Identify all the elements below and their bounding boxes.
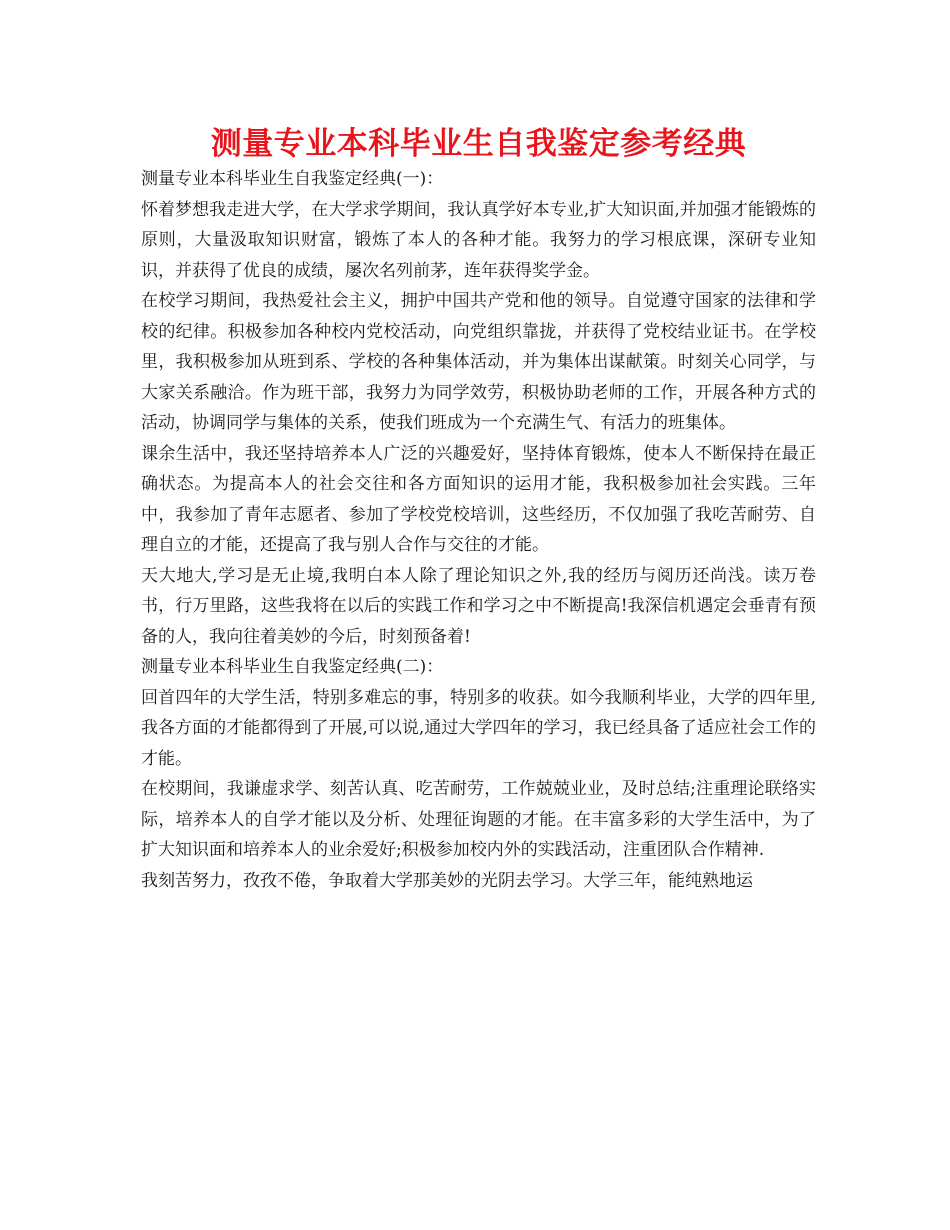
document-page (141, 118, 816, 896)
section-heading-one: 测量专业本科毕业生自我鉴定经典(一)： (141, 169, 444, 189)
section-heading-two: 测量专业本科毕业生自我鉴定经典(二)： (141, 657, 444, 677)
paragraph: 怀着梦想我走进大学，在大学求学期间，我认真学好本专业,扩大知识面,并加强才能锻炼的原则，大量汲取知识财富，锻炼了本人的各种才能。我努力的学习根底课，深研专业知识，并获得了优良的成绩，屡次名列前茅，连年获得奖学金。 (141, 199, 816, 281)
paragraph: 我刻苦努力，孜孜不倦，争取着大学那美妙的光阴去学习。大学三年，能纯熟地运 (141, 870, 753, 891)
paragraph: 在校学习期间，我热爱社会主义，拥护中国共产党和他的领导。自觉遵守国家的法律和学校的纪律。积极参加各种校内党校活动，向党组织靠拢，并获得了党校结业证书。在学校里，我积极参加从班到系、学校的各种集体活动，并为集体出谋献策。时刻关心同学，与大家关系融洽。作为班干部，我努力为同学效劳，积极协助老师的工作，开展各种方式的活动，协调同学与集体的关系，使我们班成为一个充满生气、有活力的班集体。 (141, 291, 816, 433)
paragraph: 在校期间，我谦虚求学、刻苦认真、吃苦耐劳，工作兢兢业业，及时总结;注重理论联络实际，培养本人的自学才能以及分析、处理征询题的才能。在丰富多彩的大学生活中，为了扩大知识面和培养本人的业余爱好;积极参加校内外的实践活动，注重团队合作精神. (141, 779, 816, 860)
paragraph: 回首四年的大学生活，特别多难忘的事，特别多的收获。如今我顺利毕业，大学的四年里,我各方面的才能都得到了开展,可以说,通过大学四年的学习，我已经具备了适应社会工作的才能。 (141, 687, 816, 769)
paragraph: 天大地大,学习是无止境,我明白本人除了理论知识之外,我的经历与阅历还尚浅。读万卷书，行万里路，这些我将在以后的实践工作和学习之中不断提高!我深信机遇定会垂青有预备的人，我向往着美妙的今后，时刻预备着! (141, 565, 816, 647)
document-title: 测量专业本科毕业生自我鉴定参考经典 (210, 126, 747, 162)
paragraph: 课余生活中，我还坚持培养本人广泛的兴趣爱好，坚持体育锻炼，使本人不断保持在最正确状态。为提高本人的社会交往和各方面知识的运用才能，我积极参加社会实践。三年中，我参加了青年志愿者、参加了学校党校培训，这些经历，不仅加强了我吃苦耐劳、自理自立的才能，还提高了我与别人合作与交往的才能。 (141, 443, 816, 555)
